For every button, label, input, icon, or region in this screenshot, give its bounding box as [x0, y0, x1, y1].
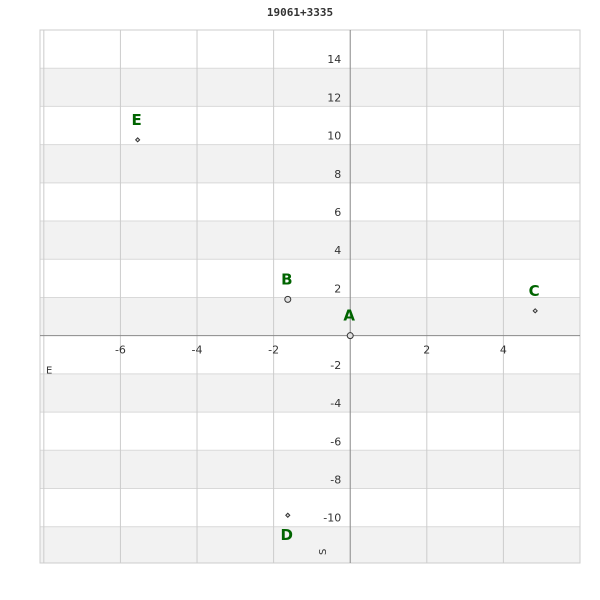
point-c-label: C [528, 281, 540, 300]
point-e-label: E [131, 110, 142, 129]
y-tick-label: -8 [330, 473, 342, 487]
y-tick-label: 6 [334, 206, 342, 220]
x-tick-label: 2 [423, 343, 431, 357]
point-d-label: D [280, 526, 294, 545]
y-tick-label: 4 [334, 244, 342, 258]
point-a-marker [347, 333, 353, 339]
plot-band [40, 145, 580, 183]
y-tick-label: -6 [330, 435, 342, 449]
y-tick-label: -10 [323, 511, 342, 525]
plot-band [40, 527, 580, 563]
y-tick-label: 14 [327, 53, 342, 67]
y-tick-label: 10 [327, 129, 342, 143]
y-tick-label: 8 [334, 167, 342, 181]
y-axis-label: S [318, 548, 330, 555]
plot-band [40, 374, 580, 412]
y-tick-label: 2 [334, 282, 342, 296]
y-tick-label: -2 [330, 358, 342, 372]
x-tick-label: -4 [191, 343, 203, 357]
point-b-marker [285, 296, 291, 302]
plot-band [40, 221, 580, 259]
x-tick-label: -2 [268, 343, 280, 357]
x-tick-label: -6 [114, 343, 126, 357]
x-tick-label: 4 [499, 343, 507, 357]
plot-band [40, 450, 580, 488]
point-b-label: B [281, 270, 293, 289]
chart-title: 19061+3335 [266, 6, 334, 19]
plot-band [40, 297, 580, 335]
y-tick-label: 12 [327, 91, 342, 105]
point-a-label: A [343, 306, 356, 325]
plot-band [40, 68, 580, 106]
x-axis-label: E [46, 365, 53, 377]
y-tick-label: -4 [330, 397, 342, 411]
